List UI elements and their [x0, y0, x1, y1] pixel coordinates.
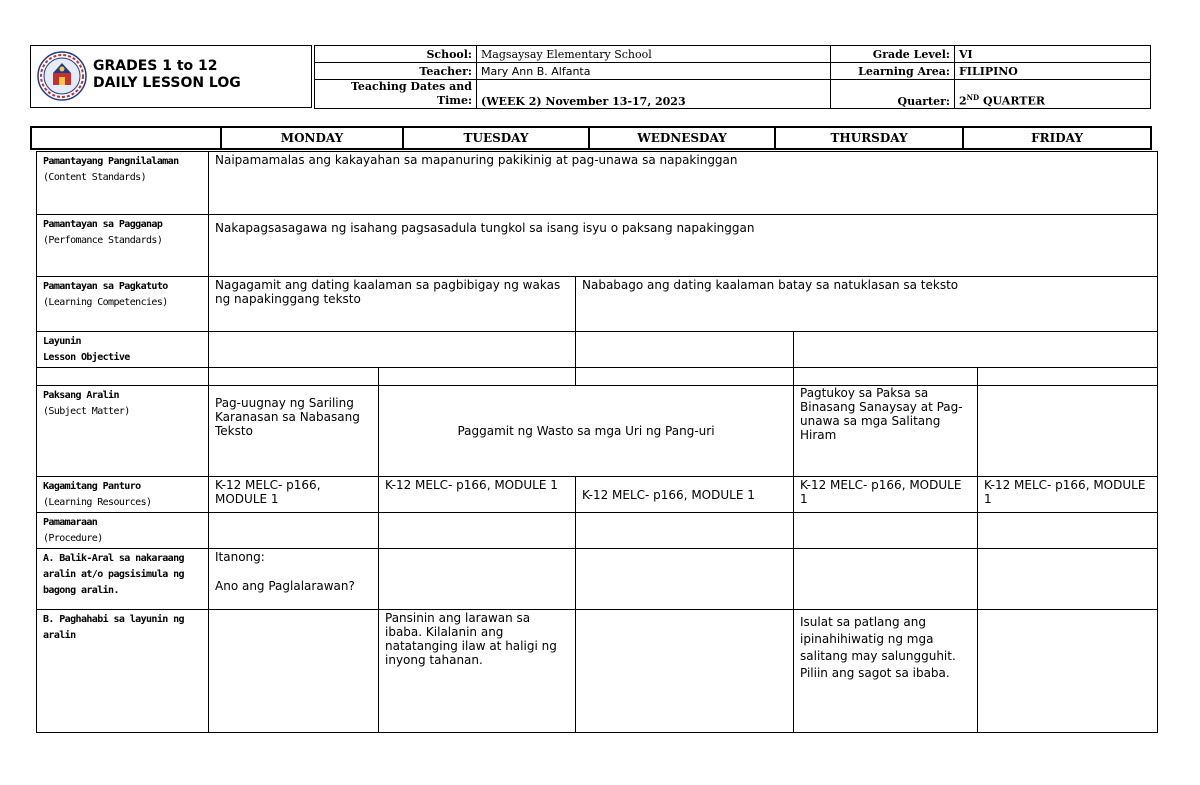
grade-label: Grade Level:: [831, 46, 955, 63]
quarter-number: 2: [959, 95, 967, 108]
day-header-table: [30, 126, 1152, 150]
competencies-title: Pamantayan sa Pagkatuto: [43, 281, 168, 292]
content-standards-label: [37, 152, 209, 215]
header-info-table: [314, 45, 1151, 109]
resources-monday: K-12 MELC- p166, MODULE 1: [209, 477, 379, 513]
subject-thursday: Pagtukoy sa Paksa sa Binasang Sanaysay at Pag-unawa sa mga Salitang Hiram: [794, 386, 978, 477]
quarter-superscript: ND: [966, 93, 980, 103]
spacer-cell-fri: [978, 368, 1158, 386]
spacer-cell-label: [37, 368, 209, 386]
review-monday-question: Ano ang Paglalarawan?: [215, 579, 355, 593]
procedure-wednesday: [576, 513, 794, 549]
review-friday: [978, 549, 1158, 610]
review-monday-gap: [215, 565, 372, 579]
row-learning-competencies: [37, 277, 1158, 332]
performance-standards-value: Nakapagsasagawa ng isahang pagsasadula tungkol sa isang isyu o paksang napakinggan: [209, 215, 1158, 277]
purpose-wednesday: [576, 610, 794, 733]
row-procedure: [37, 513, 1158, 549]
review-wednesday: [576, 549, 794, 610]
school-value: Magsaysay Elementary School: [477, 46, 831, 63]
objective-cell-3: [794, 332, 1158, 368]
title-line-2: DAILY LESSON LOG: [93, 75, 241, 91]
purpose-thursday: Isulat sa patlang ang ipinahihiwatig ng mga salitang may salungguhit. Piliin ang sagot sa ibaba.: [794, 610, 978, 733]
review-monday: [209, 549, 379, 610]
day-monday: MONDAY: [221, 127, 403, 149]
grade-value: VI: [955, 46, 1151, 63]
competencies-value-mon-tue: Nagagamit ang dating kaalaman sa pagbibigay ng wakas ng napakinggang teksto: [209, 277, 576, 332]
subject-title: Paksang Aralin: [43, 390, 119, 401]
subject-sub: (Subject Matter): [43, 406, 130, 417]
review-tuesday: [379, 549, 576, 610]
performance-standards-title: Pamantayan sa Pagganap: [43, 219, 163, 230]
day-thursday: THURSDAY: [775, 127, 963, 149]
resources-title: Kagamitang Panturo: [43, 481, 141, 492]
spacer-cell-thu: [794, 368, 978, 386]
procedure-sub: (Procedure): [43, 533, 103, 544]
objective-sub: Lesson Objective: [43, 352, 130, 363]
area-value: FILIPINO: [955, 63, 1151, 80]
objective-title: Layunin: [43, 336, 81, 347]
day-header-blank: [31, 127, 221, 149]
row-spacer: [37, 368, 1158, 386]
row-learning-resources: [37, 477, 1158, 513]
subject-label: [37, 386, 209, 477]
purpose-friday: [978, 610, 1158, 733]
competencies-label: [37, 277, 209, 332]
procedure-thursday: [794, 513, 978, 549]
performance-standards-label: [37, 215, 209, 277]
content-standards-sub: (Content Standards): [43, 172, 146, 183]
procedure-title: Pamamaraan: [43, 517, 98, 528]
subject-tue-wed: Paggamit ng Wasto sa mga Uri ng Pang-uri: [379, 386, 794, 477]
dates-value: (WEEK 2) November 13-17, 2023: [477, 80, 831, 109]
spacer-cell-tue: [379, 368, 576, 386]
title-line-1: GRADES 1 to 12: [93, 58, 218, 74]
competencies-sub: (Learning Competencies): [43, 297, 168, 308]
review-thursday: [794, 549, 978, 610]
objective-label: [37, 332, 209, 368]
content-standards-title: Pamantayang Pangnilalaman: [43, 156, 179, 167]
spacer-cell-wed: [576, 368, 794, 386]
purpose-tuesday: Pansinin ang larawan sa ibaba. Kilalanin ang natatanging ilaw at haligi ng inyong tahanan.: [379, 610, 576, 733]
procedure-tuesday: [379, 513, 576, 549]
row-content-standards: [37, 152, 1158, 215]
resources-thursday: K-12 MELC- p166, MODULE 1: [794, 477, 978, 513]
school-label: School:: [315, 46, 477, 63]
day-tuesday: TUESDAY: [403, 127, 589, 149]
lesson-grid: [36, 151, 1158, 733]
performance-standards-sub: (Perfomance Standards): [43, 235, 163, 246]
resources-friday: K-12 MELC- p166, MODULE 1: [978, 477, 1158, 513]
spacer-cell-mon: [209, 368, 379, 386]
quarter-label: Quarter:: [831, 80, 955, 109]
procedure-monday: [209, 513, 379, 549]
deped-seal-icon: [37, 51, 87, 101]
competencies-value-wed-fri: Nababago ang dating kaalaman batay sa natuklasan sa teksto: [576, 277, 1158, 332]
row-performance-standards: [37, 215, 1158, 277]
day-wednesday: WEDNESDAY: [589, 127, 775, 149]
row-lesson-objective: [37, 332, 1158, 368]
day-friday: FRIDAY: [963, 127, 1151, 149]
row-subject-matter: [37, 386, 1158, 477]
quarter-word: QUARTER: [979, 95, 1045, 108]
review-monday-prompt: Itanong:: [215, 550, 265, 564]
teacher-label: Teacher:: [315, 63, 477, 80]
purpose-label: B. Paghahabi sa layunin ng aralin: [37, 610, 209, 733]
objective-cell-2: [576, 332, 794, 368]
dates-label: Teaching Dates and Time:: [315, 80, 477, 109]
review-label: A. Balik-Aral sa nakaraang aralin at/o pagsisimula ng bagong aralin.: [37, 549, 209, 610]
objective-cell-1: [209, 332, 576, 368]
resources-tuesday: K-12 MELC- p166, MODULE 1: [379, 477, 576, 513]
subject-monday: Pag-uugnay ng Sariling Karanasan sa Nabasang Teksto: [209, 386, 379, 477]
subject-friday: [978, 386, 1158, 477]
procedure-friday: [978, 513, 1158, 549]
resources-sub: (Learning Resources): [43, 497, 152, 508]
quarter-value: [955, 80, 1151, 109]
row-review: [37, 549, 1158, 610]
row-purpose: [37, 610, 1158, 733]
resources-label: [37, 477, 209, 513]
area-label: Learning Area:: [831, 63, 955, 80]
content-standards-value: Naipamamalas ang kakayahan sa mapanuring pakikinig at pag-unawa sa napakinggan: [209, 152, 1158, 215]
procedure-label: [37, 513, 209, 549]
resources-wednesday: K-12 MELC- p166, MODULE 1: [576, 477, 794, 513]
purpose-monday: [209, 610, 379, 733]
title-box: [30, 45, 312, 108]
teacher-value: Mary Ann B. Alfanta: [477, 63, 831, 80]
